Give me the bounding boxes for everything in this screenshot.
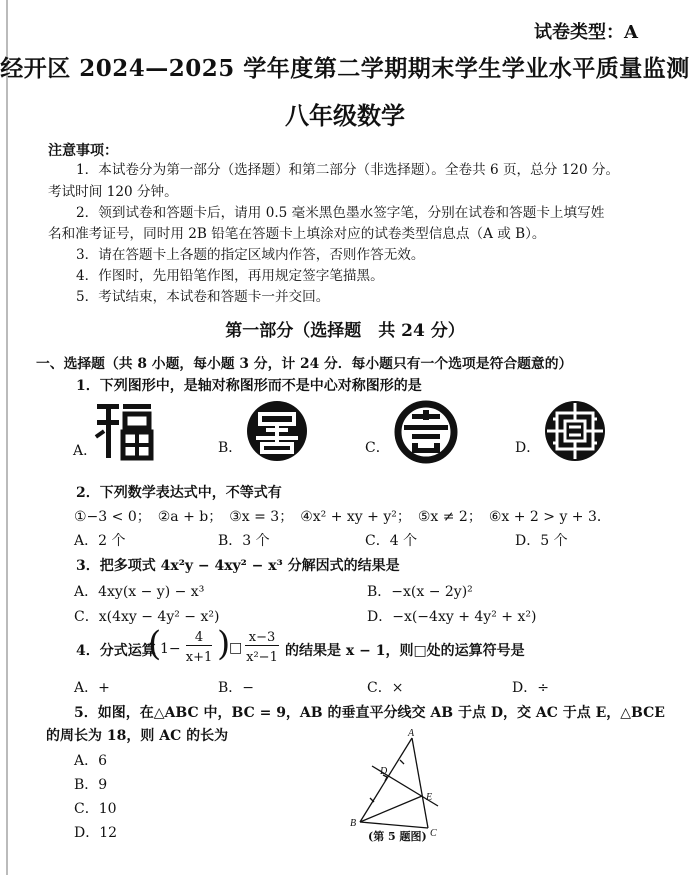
q4-option-d: D．÷ (512, 680, 549, 696)
q4-left-paren: ( (148, 624, 162, 664)
part-one-title: 第一部分（选择题 共 24 分） (225, 321, 465, 341)
q2-option-c: C．4 个 (365, 533, 418, 549)
q4-one-minus: 1− (160, 641, 181, 657)
section-heading: 一、选择题（共 8 小题，每小题 3 分，计 24 分．每小题只有一个选项是符合题意的） (36, 356, 573, 372)
tick-mark (400, 760, 404, 764)
q4-frac2-denominator: x²−1 (246, 650, 278, 665)
segment-ac (412, 738, 428, 828)
label-e: E (426, 792, 433, 803)
label-a: A (408, 728, 415, 739)
question-3-stem: 3．把多项式 4x²y − 4xy² − x³ 分解因式的结果是 (76, 558, 400, 574)
q5-option-a: A．6 (74, 753, 108, 769)
q4-option-a: A．+ (74, 680, 110, 696)
question-5-stem-line1: 5．如图，在△ABC 中，BC = 9，AB 的垂直平分线交 AB 于点 D，交 AC 于点 E，△BCE (74, 705, 665, 721)
q4-frac2-numerator: x−3 (245, 630, 279, 646)
q1-option-d: D． (515, 440, 541, 456)
q4-frac1-denominator: x+1 (185, 650, 213, 665)
q3-option-b: B．−x(x − 2y)² (367, 584, 473, 600)
question-2-stem: 2．下列数学表达式中，不等式有 (76, 485, 282, 501)
page-edge-shadow (6, 0, 8, 875)
q5-option-b: B．9 (74, 777, 108, 793)
q3-option-d: D．−x(−4xy + 4y² + x²) (367, 609, 537, 625)
notice-line: 5．考试结束，本试卷和答题卡一并交回。 (76, 289, 330, 305)
q2-option-b: B．3 个 (218, 533, 270, 549)
q1-option-c: C． (365, 440, 390, 456)
notice-line: 名和准考证号，同时用 2B 铅笔在答题卡上填涂对应的试卷类型信息点（A 或 B）。 (48, 226, 546, 242)
notice-line: 3．请在答题卡上各题的指定区域内作答，否则作答无效。 (76, 247, 425, 263)
label-c: C (430, 828, 437, 839)
q5-option-c: C．10 (74, 801, 117, 817)
notice-heading: 注意事项： (48, 143, 118, 159)
maze-circle-icon (543, 399, 607, 463)
subject-title: 八年级数学 (285, 101, 405, 130)
question-4-prefix: 4．分式运算 (76, 643, 156, 659)
question-1-stem: 1．下列图形中，是轴对称图形而不是中心对称图形的是 (76, 378, 422, 394)
q3-option-c: C．x(4xy − 4y² − x²) (74, 609, 220, 625)
notice-line: 2．领到试卷和答题卡后，请用 0.5 毫米黑色墨水签字笔，分别在试卷和答题卡上填写姓 (76, 205, 605, 221)
notice-line: 1．本试卷分为第一部分（选择题）和第二部分（非选择题）。全卷共 6 页，总分 120 分。 (76, 162, 620, 178)
label-b: B (350, 818, 357, 829)
q2-expressions: ①−3 < 0； ②a + b； ③x = 3； ④x² + xy + y²； ⑤x ≠ 2； ⑥x + 2 > y + 3． (74, 509, 611, 525)
q4-option-c: C．× (367, 680, 404, 696)
ring-character-icon (394, 400, 458, 464)
q4-right-paren: ) (217, 624, 231, 664)
q1-option-b: B． (218, 440, 243, 456)
q1-option-a: A． (73, 443, 98, 459)
fu-symbol-icon (93, 400, 155, 462)
question-4-suffix: 的结果是 x − 1，则□处的运算符号是 (285, 643, 525, 659)
paper-type-label: 试卷类型：A (534, 22, 638, 43)
q2-option-d: D．5 个 (515, 533, 568, 549)
question-5-stem-line2: 的周长为 18，则 AC 的长为 (46, 728, 229, 744)
round-pattern-icon (246, 400, 308, 462)
figure-5-caption: (第 5 题图) (368, 830, 427, 843)
exam-title: 经开区 2024—2025 学年度第二学期期末学生学业水平质量监测 (0, 55, 690, 82)
q5-option-d: D．12 (74, 825, 118, 841)
notice-line: 考试时间 120 分钟。 (48, 184, 178, 200)
q4-operator-box: □ (229, 640, 243, 656)
segment-be (360, 796, 422, 822)
q4-option-b: B．− (218, 680, 255, 696)
notice-line: 4．作图时，先用铅笔作图，再用规定签字笔描黑。 (76, 268, 384, 284)
q3-option-a: A．4xy(x − y) − x³ (74, 584, 205, 600)
q2-option-a: A．2 个 (74, 533, 126, 549)
q4-frac1-numerator: 4 (186, 630, 212, 646)
label-d: D (380, 766, 388, 777)
